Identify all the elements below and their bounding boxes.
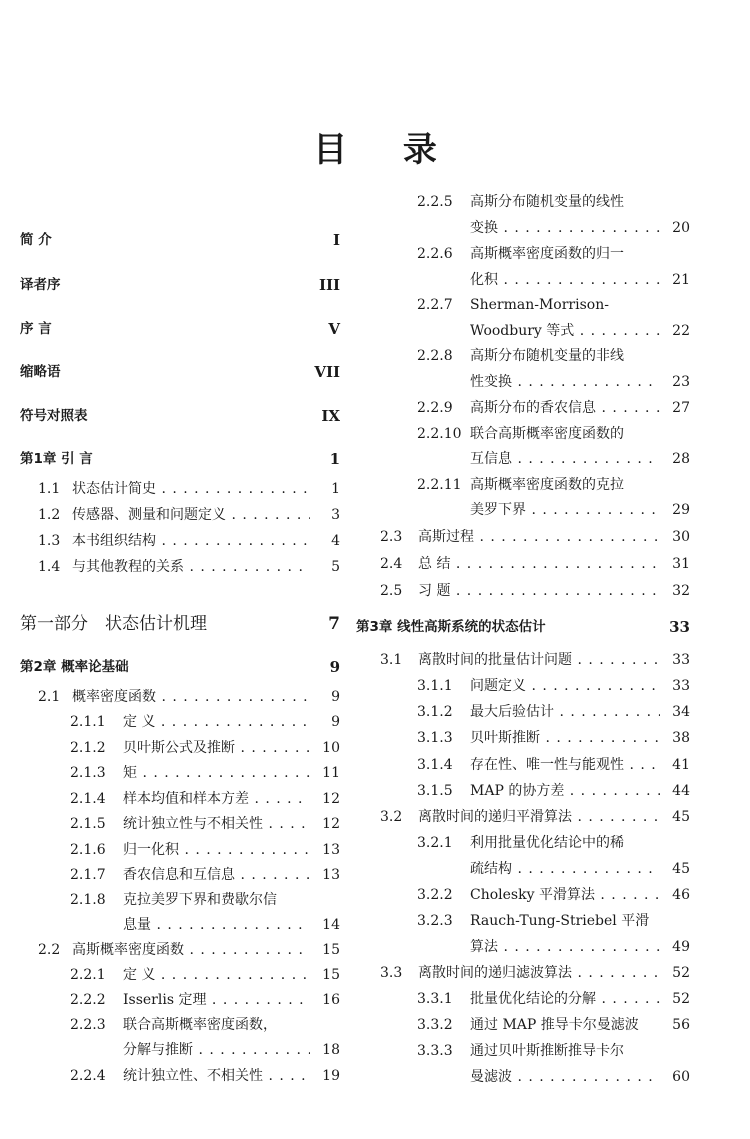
toc-entry-number: 3.1.3: [417, 730, 453, 746]
toc-entry-page: 9: [331, 689, 340, 705]
toc-entry-title: 第2章 概率论基础: [20, 659, 129, 675]
toc-entry-number: 2.2.1: [70, 967, 106, 983]
toc-entry-page: V: [328, 320, 340, 338]
toc-entry-title: Isserlis 定理 . . .: [123, 990, 310, 1010]
toc-entry-title: 简 介: [20, 232, 52, 248]
toc-entry-title: 与其他教程的关系 . . .: [72, 557, 310, 577]
toc-entry-title: 缩略语: [20, 364, 61, 380]
toc-entry-title: Rauch-Tung-Striebel 平滑: [470, 913, 650, 929]
toc-entry-number: 2.1.7: [70, 867, 106, 883]
toc-entry-number: 2.2.6: [417, 246, 453, 262]
toc-entry-page: 3: [331, 507, 340, 523]
toc-entry-page: 30: [672, 529, 690, 545]
toc-entry-title: 高斯分布的香农信息 . . .: [470, 398, 660, 418]
toc-entry-page: 10: [322, 740, 340, 756]
toc-entry-number: 2.1.8: [70, 892, 106, 908]
toc-entry-page: 11: [322, 765, 340, 781]
toc-entry-page: 45: [672, 809, 690, 825]
toc-entry-number: 2.1: [38, 689, 61, 705]
toc-entry-page: 45: [672, 861, 690, 877]
toc-entry-page: 1: [329, 450, 340, 468]
toc-entry-title: 息量 . . .: [123, 915, 310, 935]
toc-entry-page: 16: [322, 992, 340, 1008]
toc-entry-page: 12: [322, 791, 340, 807]
toc-entry-page: 38: [672, 730, 690, 746]
toc-entry-page: 15: [322, 967, 340, 983]
toc-entry-number: 3.2.3: [417, 913, 453, 929]
toc-entry-page: 20: [672, 220, 690, 236]
toc-entry-page: 34: [672, 704, 690, 720]
toc-entry-title: 译者序: [20, 277, 61, 293]
toc-entry-number: 2.2.3: [70, 1017, 106, 1033]
toc-entry-number: 3.2.2: [417, 887, 453, 903]
toc-entry-page: 29: [672, 502, 690, 518]
toc-entry-title: 克拉美罗下界和费歇尔信: [123, 892, 277, 908]
toc-entry-number: 1.2: [38, 507, 61, 523]
toc-entry-title: 高斯概率密度函数的归一: [470, 246, 624, 262]
toc-entry-number: 2.1.3: [70, 765, 106, 781]
toc-entry-page: 46: [672, 887, 690, 903]
toc-entry-title: 曼滤波 . . .: [470, 1067, 660, 1087]
toc-entry-number: 3.2.1: [417, 835, 453, 851]
toc-entry-number: 1.3: [38, 533, 61, 549]
toc-entry-title: 通过 MAP 推导卡尔曼滤波: [470, 1017, 639, 1033]
toc-entry-page: 33: [672, 678, 690, 694]
toc-entry-title: 性变换 . . .: [470, 372, 660, 392]
toc-entry-title: 状态估计简史 . . .: [72, 479, 310, 499]
toc-entry-page: 4: [331, 533, 340, 549]
toc-entry-page: 33: [672, 652, 690, 668]
toc-entry-title: 序 言: [20, 321, 52, 337]
toc-entry-number: 2.1.5: [70, 816, 106, 832]
toc-entry-page: 52: [672, 991, 690, 1007]
toc-entry-title: 美罗下界 . . .: [470, 500, 660, 520]
toc-entry-page: 52: [672, 965, 690, 981]
toc-entry-title: 通过贝叶斯推断推导卡尔: [470, 1043, 624, 1059]
toc-entry-title: 定 义 . . .: [123, 712, 310, 732]
toc-entry-number: 2.2.4: [70, 1068, 106, 1084]
toc-entry-title: Cholesky 平滑算法 . . .: [470, 885, 660, 905]
toc-entry-number: 2.3: [380, 529, 403, 545]
toc-entry-page: 5: [331, 559, 340, 575]
toc-entry-title: 变换 . . .: [470, 218, 660, 238]
toc-entry-page: 49: [672, 939, 690, 955]
toc-entry-title: 互信息 . . .: [470, 449, 660, 469]
toc-entry-number: 2.2.10: [417, 426, 462, 442]
toc-entry-title: 定 义 . . .: [123, 965, 310, 985]
toc-entry-number: 2.1.1: [70, 714, 106, 730]
toc-entry-page: 21: [672, 272, 690, 288]
toc-entry-page: 7: [328, 614, 340, 634]
toc-entry-number: 2.1.6: [70, 842, 106, 858]
toc-entry-title: 高斯分布随机变量的线性: [470, 194, 624, 210]
toc-entry-page: 13: [322, 867, 340, 883]
toc-entry-number: 1.1: [38, 481, 61, 497]
toc-entry-page: 41: [672, 757, 690, 773]
toc-entry-title: 统计独立性与不相关性 . . .: [123, 814, 310, 834]
toc-entry-title: 贝叶斯公式及推断 . . .: [123, 738, 310, 758]
toc-entry-title: 批量优化结论的分解 . . .: [470, 989, 660, 1009]
toc-entry-page: 32: [672, 583, 690, 599]
toc-entry-title: 传感器、测量和问题定义 . . .: [72, 505, 310, 525]
toc-entry-title: 存在性、唯一性与能观性 . . .: [470, 755, 660, 775]
toc-entry-page: 31: [672, 556, 690, 572]
toc-entry-title: 第一部分 状态估计机理: [20, 614, 207, 634]
toc-entry-number: 3.1.4: [417, 757, 453, 773]
toc-entry-number: 2.2.8: [417, 348, 453, 364]
toc-entry-number: 2.2.2: [70, 992, 106, 1008]
toc-entry-title: 联合高斯概率密度函数，: [123, 1017, 277, 1033]
toc-entry-page: 9: [331, 714, 340, 730]
toc-entry-title: 总 结 . . .: [418, 554, 660, 574]
toc-entry-title: 贝叶斯推断 . . .: [470, 728, 660, 748]
toc-entry-title: 第3章 线性高斯系统的状态估计: [356, 619, 546, 635]
toc-entry-page: 19: [322, 1068, 340, 1084]
toc-entry-title: 高斯概率密度函数的克拉: [470, 477, 624, 493]
toc-entry-number: 1.4: [38, 559, 61, 575]
toc-entry-number: 2.2.5: [417, 194, 453, 210]
toc-entry-page: 27: [672, 400, 690, 416]
toc-entry-number: 2.4: [380, 556, 403, 572]
toc-entry-title: 归一化积 . . .: [123, 840, 310, 860]
toc-entry-page: 56: [672, 1017, 690, 1033]
toc-entry-page: 44: [672, 783, 690, 799]
toc-entry-page: 12: [322, 816, 340, 832]
toc-entry-number: 3.1.1: [417, 678, 453, 694]
toc-entry-title: 高斯过程 . . .: [418, 527, 660, 547]
toc-entry-title: 概率密度函数 . . .: [72, 687, 310, 707]
toc-entry-title: 问题定义 . . .: [470, 676, 660, 696]
toc-entry-page: 9: [329, 658, 340, 676]
toc-entry-number: 3.3.2: [417, 1017, 453, 1033]
toc-entry-title: 矩 . . .: [123, 763, 310, 783]
toc-entry-number: 2.1.2: [70, 740, 106, 756]
toc-entry-title: 疏结构 . . .: [470, 859, 660, 879]
toc-entry-title: 离散时间的递归滤波算法 . . .: [418, 963, 660, 983]
toc-entry-page: 23: [672, 374, 690, 390]
toc-entry-page: 33: [669, 618, 690, 636]
toc-entry-title: 符号对照表: [20, 408, 88, 424]
toc-entry-number: 2.2.7: [417, 297, 453, 313]
toc-entry-page: III: [318, 276, 340, 294]
toc-entry-number: 2.5: [380, 583, 403, 599]
toc-entry-number: 3.1.2: [417, 704, 453, 720]
toc-entry-title: 最大后验估计 . . .: [470, 702, 660, 722]
toc-entry-number: 3.3.1: [417, 991, 453, 1007]
toc-entry-page: 1: [331, 481, 340, 497]
toc-entry-title: MAP 的协方差 . . .: [470, 781, 660, 801]
toc-entry-page: IX: [321, 407, 340, 425]
toc-entry-page: 60: [672, 1069, 690, 1085]
toc-entry-title: 分解与推断 . . .: [123, 1040, 310, 1060]
toc-entry-page: 13: [322, 842, 340, 858]
toc-entry-number: 3.1.5: [417, 783, 453, 799]
toc-entry-number: 3.2: [380, 809, 403, 825]
toc-entry-number: 3.1: [380, 652, 403, 668]
toc-entry-page: 15: [322, 942, 340, 958]
toc-entry-page: 28: [672, 451, 690, 467]
toc-entry-title: 统计独立性、不相关性 . . .: [123, 1066, 310, 1086]
toc-entry-number: 2.1.4: [70, 791, 106, 807]
toc-entry-title: 离散时间的批量估计问题 . . .: [418, 650, 660, 670]
toc-entry-title: 算法 . . .: [470, 937, 660, 957]
toc-entry-title: 样本均值和样本方差 . . .: [123, 789, 310, 809]
toc-entry-title: 第1章 引 言: [20, 451, 93, 467]
toc-entry-page: 18: [322, 1042, 340, 1058]
toc-entry-number: 2.2.11: [417, 477, 462, 493]
toc-entry-title: 高斯概率密度函数 . . .: [72, 940, 310, 960]
toc-entry-number: 2.2.9: [417, 400, 453, 416]
toc-entry-title: Sherman-Morrison-: [470, 297, 609, 313]
toc-entry-title: Woodbury 等式 . . .: [470, 321, 660, 341]
page-title: 目 录: [313, 130, 459, 170]
toc-entry-title: 习 题 . . .: [418, 581, 660, 601]
toc-entry-title: 离散时间的递归平滑算法 . . .: [418, 807, 660, 827]
toc-entry-title: 利用批量优化结论中的稀: [470, 835, 624, 851]
toc-entry-number: 2.2: [38, 942, 61, 958]
toc-entry-title: 本书组织结构 . . .: [72, 531, 310, 551]
toc-entry-page: 14: [322, 917, 340, 933]
toc-entry-title: 香农信息和互信息 . . .: [123, 865, 310, 885]
toc-entry-number: 3.3.3: [417, 1043, 453, 1059]
toc-entry-page: VII: [314, 363, 340, 381]
toc-entry-number: 3.3: [380, 965, 403, 981]
toc-entry-page: 22: [672, 323, 690, 339]
toc-entry-title: 高斯分布随机变量的非线: [470, 348, 624, 364]
toc-entry-page: I: [332, 231, 340, 249]
toc-entry-title: 联合高斯概率密度函数的: [470, 426, 624, 442]
toc-entry-title: 化积 . . .: [470, 270, 660, 290]
